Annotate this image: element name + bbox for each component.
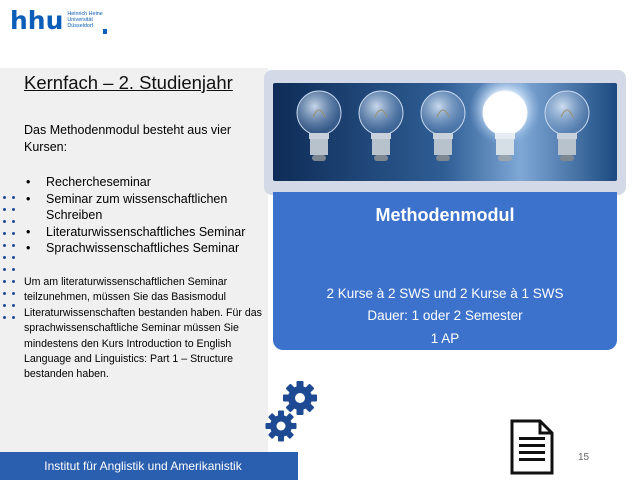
lightbulbs-image	[273, 83, 617, 181]
card-line-duration: Dauer: 1 oder 2 Semester	[367, 308, 523, 323]
card-line-courses: 2 Kurse à 2 SWS und 2 Kurse à 1 SWS	[326, 286, 564, 301]
logo-accent	[103, 29, 107, 34]
page-number: 15	[578, 452, 590, 463]
list-item	[24, 174, 264, 191]
list-item-text: Sprachwissenschaftliches Seminar	[46, 241, 240, 255]
list-item-text: Literaturwissenschaftliches Seminar	[46, 224, 246, 239]
course-list	[24, 174, 264, 257]
footer-institute: Institut für Anglistik und Amerikanistik	[44, 459, 242, 473]
document-icon	[510, 419, 554, 475]
logo-mark: hhu	[10, 6, 64, 35]
logo-text	[67, 11, 102, 30]
list-item	[24, 191, 264, 224]
logo-line: Heinrich Heine	[67, 11, 103, 17]
hhu-logo	[10, 8, 103, 38]
footer-bar	[0, 452, 298, 480]
bullet-icon: •	[26, 224, 31, 239]
bullet-icon: •	[26, 175, 31, 189]
slide-title: Kernfach – 2. Studienjahr	[24, 72, 233, 93]
bullet-icon: •	[26, 191, 31, 206]
list-item-text: Rechercheseminar	[46, 175, 151, 189]
logo-line: Universität	[67, 17, 93, 24]
module-card	[264, 70, 626, 354]
prerequisites-text: Um am literaturwissenschaftlichen Seminar teilzunehmen, müssen Sie das Basismodul Literaturwissenschaften bestanden haben. Für das sprachwissenschaftliche Seminar müssen Sie mindestens den Kurs Introduction to English Language and Linguistics: Part 1 – Structure bestanden haben.	[24, 276, 262, 381]
list-item-text: Seminar zum wissenschaftlichen Schreiben	[46, 191, 228, 222]
card-line-credits: 1 AP	[430, 331, 460, 346]
list-item	[24, 240, 264, 257]
gears-icon	[262, 378, 322, 444]
card-heading: Methodenmodul	[375, 205, 515, 225]
list-item	[24, 224, 264, 241]
intro-text: Das Methodenmodul besteht aus vier Kursen:	[24, 123, 232, 154]
logo-line: Düsseldorf	[67, 23, 94, 30]
bullet-icon: •	[26, 241, 31, 255]
